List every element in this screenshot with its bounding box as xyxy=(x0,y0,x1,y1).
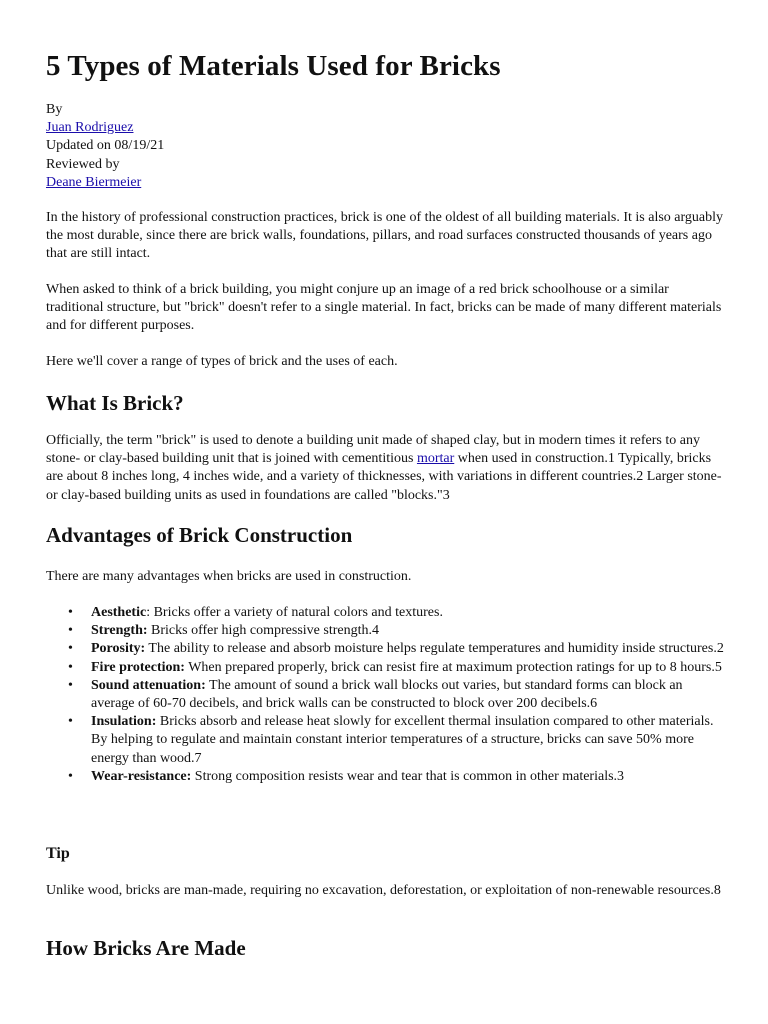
byline xyxy=(46,101,164,192)
list-item xyxy=(91,768,726,786)
mortar-link[interactable]: mortar xyxy=(416,451,455,467)
intro-paragraph-3: Here we'll cover a range of types of brick and the uses of each. xyxy=(46,354,398,369)
intro-paragraph-1: In the history of professional construction practices, brick is one of the oldest of all building materials. It is also arguably the most durable, since there are brick walls, foundations, pillars, and road surfaces constructed thousands of years ago that are still intact. xyxy=(46,210,724,262)
advantages-intro: There are many advantages when bricks are used in construction. xyxy=(46,569,412,584)
what-text-b: when used in construction.1 Typically, bricks are about 8 inches long, 4 inches wide, and a variety of thicknesses, with variations in different countries.2 Larger stone- or clay-based building units as used in foundations are called "blocks."3 xyxy=(46,451,722,503)
list-item-text: The ability to release and absorb moisture helps regulate temperatures and humidity inside structures.2 xyxy=(145,641,724,657)
list-item-text: The amount of sound a brick wall blocks out varies, but standard forms can block an average of 60-70 decibels, and brick walls can be constructed to block over 200 decibels.6 xyxy=(91,677,683,712)
page-title: 5 Types of Materials Used for Bricks xyxy=(46,50,501,82)
list-item-term: Porosity: xyxy=(91,641,146,657)
intro-paragraph-2: When asked to think of a brick building, you might conjure up an image of a red brick schoolhouse or a similar traditional structure, but "brick" doesn't refer to a single material. In fact, bricks can be made of many different materials and for different purposes. xyxy=(46,282,722,334)
section-heading-advantages: Advantages of Brick Construction xyxy=(46,523,353,547)
list-item xyxy=(91,640,726,658)
list-item xyxy=(91,604,726,622)
list-item-term: Wear-resistance: xyxy=(91,768,192,784)
list-item xyxy=(91,622,726,640)
by-label: By xyxy=(46,102,63,117)
list-item xyxy=(91,677,726,713)
author-link[interactable]: Juan Rodriguez xyxy=(46,120,134,136)
list-item-text: Strong composition resists wear and tear that is common in other materials.3 xyxy=(191,768,625,784)
list-item-term: Strength: xyxy=(91,623,148,639)
section-heading-how-bricks-are-made: How Bricks Are Made xyxy=(46,936,246,960)
tip-heading: Tip xyxy=(46,845,70,862)
reviewer-link[interactable]: Deane Biermeier xyxy=(46,174,142,190)
advantages-list xyxy=(46,604,726,786)
list-item-term: Insulation: xyxy=(91,714,157,730)
list-item xyxy=(91,659,726,677)
list-item-text: When prepared properly, brick can resist fire at maximum protection ratings for up to 8 hours.5 xyxy=(184,659,722,675)
list-item-term: Fire protection: xyxy=(91,659,185,675)
reviewed-label: Reviewed by xyxy=(46,156,120,172)
list-item-text: : Bricks offer a variety of natural colors and textures. xyxy=(146,605,443,620)
list-item-text: Bricks absorb and release heat slowly for excellent thermal insulation compared to other materials. By helping to regulate and maintain constant interior temperatures of a structure, bricks can save 50% more energy than wood.7 xyxy=(91,714,714,766)
list-item-text: Bricks offer high compressive strength.4 xyxy=(147,623,380,639)
list-item xyxy=(91,713,726,768)
updated-date: Updated on 08/19/21 xyxy=(46,138,165,154)
list-item-term: Sound attenuation: xyxy=(91,677,206,693)
what-text-a: Officially, the term "brick" is used to denote a building unit made of shaped clay, but in modern times it refers to any stone- or clay-based building unit that is joined with cementitious xyxy=(46,433,700,467)
tip-paragraph: Unlike wood, bricks are man-made, requiring no excavation, deforestation, or exploitation of non-renewable resources.8 xyxy=(46,883,721,898)
section-heading-what-is-brick: What Is Brick? xyxy=(46,391,184,415)
what-is-brick-paragraph xyxy=(46,432,726,505)
list-item-term: Aesthetic xyxy=(91,605,147,620)
